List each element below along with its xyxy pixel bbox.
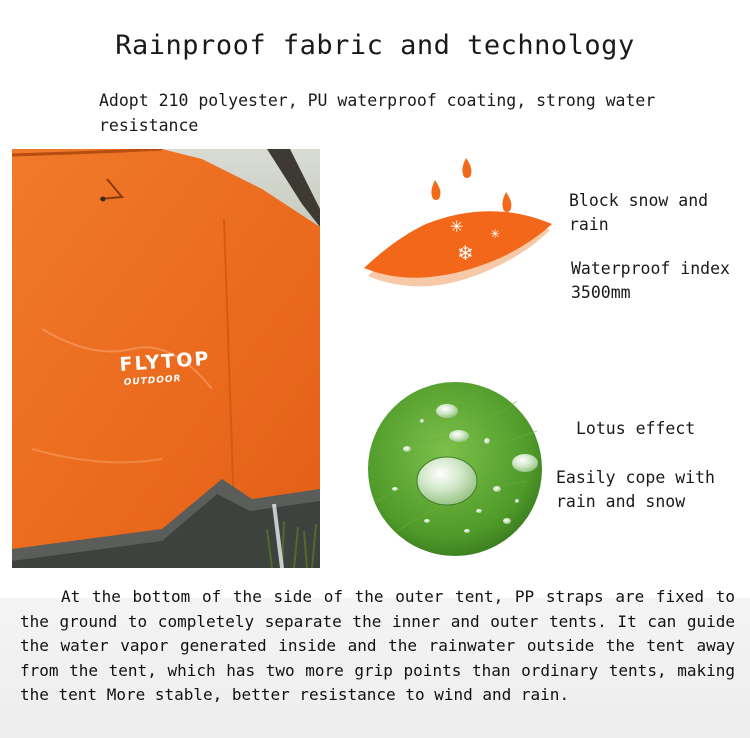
tent-photo-illustration xyxy=(12,149,320,568)
snowflake-icon: ✳ xyxy=(450,217,464,236)
snowflake-icon: ❄ xyxy=(457,241,474,265)
waterproof-fabric-graphic xyxy=(360,150,560,330)
block-snow-rain-label: Block snow and rain xyxy=(569,191,709,234)
snowflake-icon: ✳ xyxy=(490,227,501,241)
tent-brand-sub: OUTDOOR xyxy=(123,373,182,388)
water-drop-icon xyxy=(462,158,471,178)
water-drop-icon xyxy=(502,192,511,212)
tent-fabric-photo xyxy=(12,149,320,568)
page-title: Rainproof fabric and technology xyxy=(115,30,635,61)
page-subtitle: Adopt 210 polyester, PU waterproof coating, strong water resistance xyxy=(99,91,656,135)
waterproof-index-label: Waterproof index 3500mm xyxy=(571,259,730,302)
lotus-leaf-graphic xyxy=(367,381,543,557)
strap-description: At the bottom of the side of the outer tent, PP straps are fixed to the ground to completely separate the inner and outer tents. It can guide the water vapor generated inside and the rainwater outside the tent away from the tent, which has two more grip points than ordinary tents, making the tent More stable, better resistance to wind and rain. xyxy=(20,587,735,704)
water-drop-icon xyxy=(431,180,440,200)
tent-brand-logo: FLYTOP xyxy=(118,347,212,376)
lotus-effect-label: Lotus effect xyxy=(576,419,696,438)
easily-cope-label: Easily cope with rain and snow xyxy=(556,468,715,511)
